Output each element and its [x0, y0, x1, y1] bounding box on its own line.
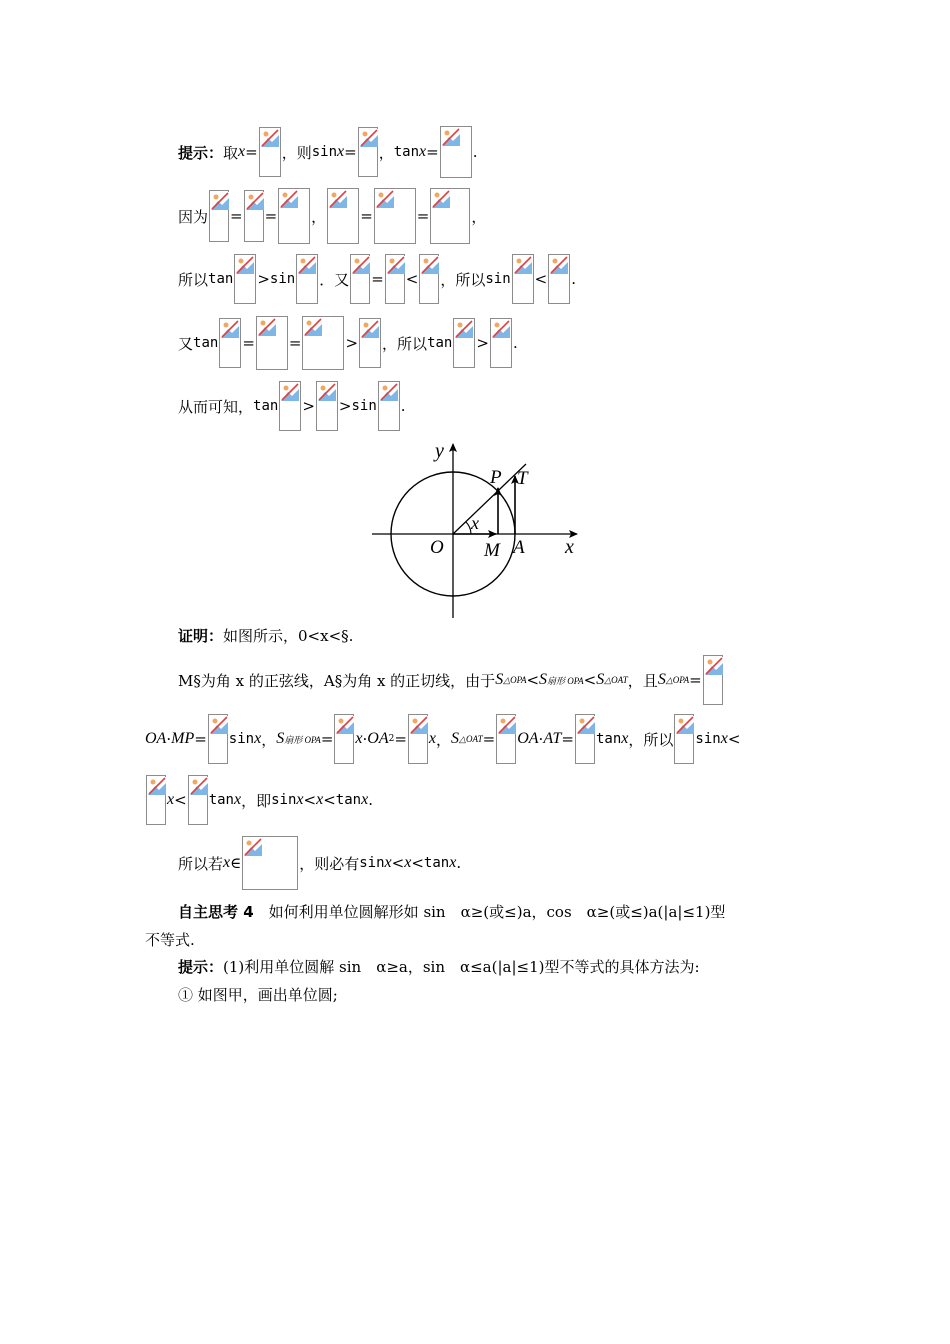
equals: = — [689, 671, 702, 689]
text: 因为 — [178, 207, 209, 226]
var-x: x — [233, 791, 242, 808]
hint-line-2 — [178, 188, 486, 244]
proof-line-1 — [178, 624, 353, 646]
var-x: x — [337, 143, 345, 160]
point-M: M — [484, 540, 500, 561]
text: 如图所示，0<x<§. — [223, 626, 354, 645]
formula-image — [278, 188, 310, 244]
text: 又 — [178, 334, 194, 353]
equals: = — [482, 730, 496, 748]
period: . — [456, 854, 462, 872]
think-label: 自主思考 4 — [178, 902, 254, 921]
area-symbol: S — [657, 671, 666, 688]
formula-image — [490, 318, 512, 368]
equals: = — [344, 143, 357, 161]
text: (1)利用单位圆解 sin α≥a，sin α≤a(|a|≤1)型不等式的具体方法为: — [223, 957, 700, 976]
formula-image — [374, 188, 416, 244]
formula-image — [242, 836, 298, 890]
func-tan: tan — [393, 144, 420, 160]
period: . — [472, 143, 478, 161]
think-line-2 — [145, 928, 195, 950]
hint2-label: 提示： — [178, 957, 224, 976]
less-than: < — [583, 671, 597, 689]
formula-image — [279, 381, 301, 431]
var-x: x — [355, 730, 363, 747]
greater-than: > — [476, 334, 489, 352]
formula-image — [419, 254, 439, 304]
formula-image — [334, 714, 354, 764]
equals: = — [264, 207, 278, 225]
equals: = — [194, 730, 207, 748]
comma: ， — [311, 207, 327, 226]
point-T: T — [517, 468, 528, 489]
func-sin: sin — [269, 271, 296, 287]
equals: = — [416, 207, 430, 225]
equals: = — [394, 730, 407, 748]
element-of: ∈ — [230, 854, 242, 872]
formula-image — [327, 188, 359, 244]
proof-line-5 — [178, 835, 461, 891]
formula-image — [256, 316, 288, 370]
equals: = — [245, 143, 258, 161]
var-x: x — [296, 791, 304, 808]
greater-than: > — [257, 270, 270, 288]
text: ，所以 — [382, 334, 428, 353]
area-symbol: S — [596, 671, 605, 688]
var-x: x — [316, 791, 324, 808]
text: 所以若 — [178, 854, 224, 873]
var-x: x — [223, 854, 231, 871]
hint-line-4 — [178, 316, 518, 370]
period: . — [512, 334, 518, 352]
var-x: x — [254, 730, 262, 747]
equals: = — [320, 730, 334, 748]
text: 如何利用单位圆解形如 sin α≥(或≤)a，cos α≥(或≤)a(|a|≤1)型 — [253, 902, 726, 921]
proof-line-2 — [178, 655, 724, 705]
less-than: < — [405, 270, 419, 288]
text: ，则必有 — [299, 854, 360, 873]
formula-image — [359, 318, 381, 368]
func-tan: tan — [253, 398, 279, 414]
equals: = — [242, 334, 255, 352]
formula-image — [244, 190, 264, 242]
var-x: x — [167, 791, 175, 808]
var-x: x — [361, 791, 369, 808]
func-tan: tan — [335, 792, 362, 808]
less-than: < — [303, 791, 317, 809]
subscript: △OPA — [665, 674, 690, 685]
formula-image — [703, 655, 723, 705]
hint2-line — [178, 955, 700, 977]
equals: = — [360, 207, 373, 225]
func-sin: sin — [485, 271, 511, 287]
point-A: A — [513, 537, 525, 558]
formula-image — [408, 714, 428, 764]
formula-image — [259, 127, 281, 177]
dot: · — [362, 730, 368, 748]
subscript: △OAT — [459, 733, 483, 744]
formula-image — [453, 318, 475, 368]
exponent: 2 — [388, 734, 395, 744]
var-x: x — [419, 143, 427, 160]
less-than: < — [534, 270, 548, 288]
comma: ， — [261, 730, 277, 749]
func-sin: sin — [351, 398, 377, 414]
hint-label: 提示： — [178, 143, 224, 162]
formula-image — [496, 714, 516, 764]
func-sin: sin — [311, 144, 338, 160]
func-sin: sin — [228, 731, 255, 747]
segment-AT: AT — [543, 730, 562, 747]
formula-image — [378, 381, 400, 431]
func-tan: tan — [423, 855, 450, 871]
comma: ， — [436, 730, 452, 749]
formula-image — [548, 254, 570, 304]
text: ，所以 — [628, 730, 674, 749]
var-x: x — [449, 854, 457, 871]
subscript: 扇形 OPA — [284, 734, 321, 745]
segment-OA: OA — [367, 730, 389, 747]
point-O: O — [430, 537, 444, 558]
less-than: < — [526, 671, 540, 689]
text: M§为角 x 的正弦线，A§为角 x 的正切线，由于 — [178, 671, 496, 690]
dot: · — [166, 730, 172, 748]
text: 取 — [223, 143, 239, 162]
segment-OA: OA — [517, 730, 539, 747]
period: . — [368, 791, 373, 809]
formula-image — [146, 775, 166, 825]
period: . — [400, 397, 406, 415]
text: ， — [378, 143, 394, 162]
area-symbol: S — [495, 671, 504, 688]
text: ① 如图甲，画出单位圆; — [178, 985, 338, 1004]
formula-image — [316, 381, 338, 431]
formula-image — [512, 254, 534, 304]
formula-image — [219, 318, 241, 368]
formula-image — [302, 316, 344, 370]
var-x: x — [428, 730, 437, 747]
text: ．又 — [319, 270, 350, 289]
text: 从而可知， — [178, 397, 254, 416]
greater-than: > — [302, 397, 315, 415]
formula-image — [440, 126, 472, 178]
step-1-line — [178, 983, 338, 1005]
proof-line-3 — [145, 714, 740, 764]
less-than: < — [391, 854, 405, 872]
formula-image — [188, 775, 208, 825]
var-x: x — [238, 143, 246, 160]
func-tan: tan — [595, 731, 622, 747]
subscript: △OAT — [604, 674, 628, 685]
var-x: x — [621, 730, 629, 747]
var-x: x — [404, 854, 412, 871]
subscript: 扇形 OPA — [547, 675, 584, 686]
var-x: x — [384, 854, 392, 871]
func-sin: sin — [271, 792, 297, 808]
segment-OA: OA — [145, 730, 167, 747]
less-than: < — [727, 730, 741, 748]
hint-line-5 — [178, 380, 406, 432]
formula-image — [674, 714, 694, 764]
less-than: < — [411, 854, 424, 872]
formula-image — [208, 714, 228, 764]
formula-image — [350, 254, 370, 304]
equals: = — [371, 270, 384, 288]
text: ，所以 — [440, 270, 486, 289]
greater-than: > — [338, 397, 352, 415]
equals: = — [230, 207, 243, 225]
func-tan: tan — [193, 335, 219, 351]
formula-image — [296, 254, 318, 304]
comma: ， — [471, 207, 487, 226]
equals: = — [288, 334, 302, 352]
think-line-1 — [178, 900, 725, 922]
equals: = — [561, 730, 574, 748]
text: 不等式. — [145, 930, 195, 949]
y-axis-label: y — [435, 440, 444, 462]
formula-image — [575, 714, 595, 764]
unit-circle-figure — [370, 436, 585, 621]
func-tan: tan — [208, 271, 234, 287]
segment-MP: MP — [171, 730, 195, 747]
period: . — [571, 270, 577, 288]
hint-line-1 — [178, 126, 478, 178]
func-sin: sin — [695, 731, 721, 747]
func-tan: tan — [208, 792, 234, 808]
formula-image — [358, 127, 378, 177]
formula-image — [209, 190, 229, 242]
area-symbol: S — [451, 730, 460, 747]
less-than: < — [174, 791, 187, 809]
text: 所以 — [178, 270, 209, 289]
subscript: △OPA — [503, 674, 527, 685]
formula-image — [234, 254, 256, 304]
area-symbol: S — [539, 671, 548, 688]
less-than: < — [323, 791, 336, 809]
x-axis-label: x — [565, 536, 574, 558]
angle-label: x — [471, 513, 479, 533]
text: ，即 — [241, 791, 272, 810]
equals: = — [426, 143, 439, 161]
text: ，则 — [281, 143, 312, 162]
dot: · — [538, 730, 544, 748]
point-P: P — [490, 467, 502, 488]
func-tan: tan — [427, 335, 453, 351]
proof-line-4 — [145, 774, 373, 826]
greater-than: > — [345, 334, 359, 352]
text: ，且 — [627, 671, 658, 690]
formula-image — [430, 188, 470, 244]
hint-line-3 — [178, 253, 576, 305]
area-symbol: S — [276, 730, 285, 747]
proof-label: 证明： — [178, 626, 224, 645]
func-sin: sin — [359, 855, 385, 871]
var-x: x — [720, 730, 728, 747]
formula-image — [385, 254, 405, 304]
